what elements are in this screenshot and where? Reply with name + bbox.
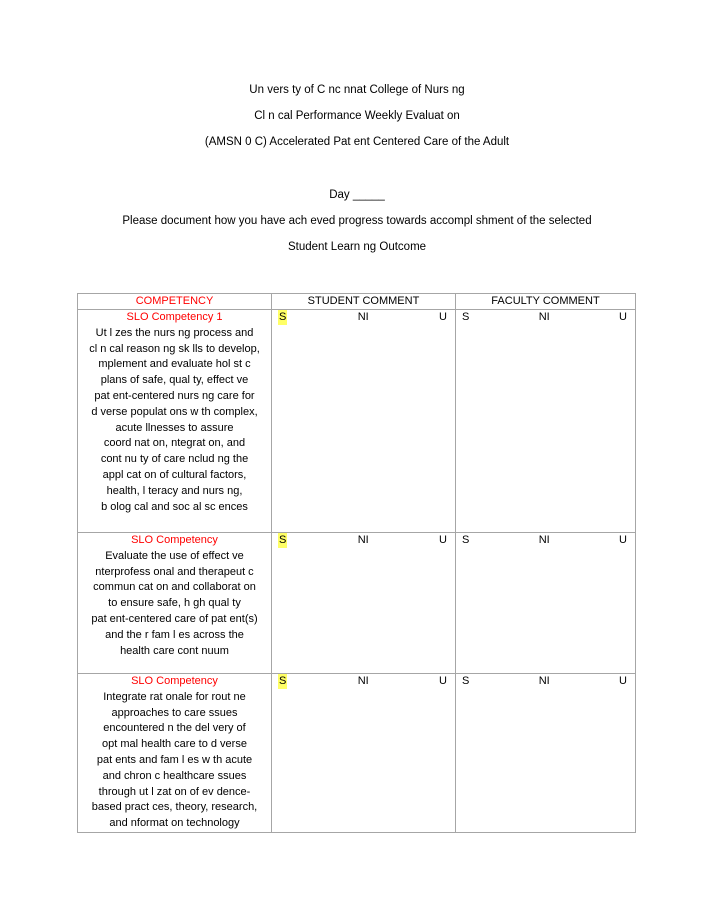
competency-line: and the r fam l es across the [105,628,244,641]
rating-s[interactable]: S [279,675,287,687]
competency-line: d verse populat ons w th complex, [91,405,258,418]
student-comment-cell[interactable] [272,674,456,833]
competency-line: opt mal health care to d verse [102,738,247,751]
student-comment-cell[interactable] [272,533,456,674]
rating-options [456,310,635,325]
competency-line: cl n cal reason ng sk lls to develop, [89,342,260,355]
rating-u[interactable]: U [619,311,627,323]
course-title: (AMSN 0 C) Accelerated Pat ent Centered Care of the Adult [204,136,510,148]
faculty-comment-cell[interactable] [456,310,636,533]
competency-line: nterprofess onal and therapeut c [95,565,254,578]
rating-ni[interactable]: NI [357,534,369,546]
rating-ni[interactable]: NI [357,675,369,687]
rating-ni[interactable]: NI [357,311,369,323]
rating-u[interactable]: U [439,534,447,546]
column-header-faculty-comment: FACULTY COMMENT [456,294,636,310]
faculty-comment-cell[interactable] [456,674,636,833]
competency-line: cont nu ty of care nclud ng the [100,453,249,466]
rating-s[interactable]: S [279,534,287,546]
rating-options [272,310,455,325]
competency-line: and nformat on technology [109,817,240,830]
competency-line: b olog cal and soc al sc ences [101,500,248,513]
competency-line: appl cat on of cultural factors, [102,468,247,481]
competency-line: Ut l zes the nurs ng process and [95,326,254,339]
table-row [78,674,636,833]
competency-line: pat ent-centered care of pat ent(s) [91,612,258,625]
competency-cell [78,674,272,833]
university-title: Un vers ty of C nc nnat College of Nurs ng [249,84,465,96]
table-row [78,310,636,533]
instruction-text: Please document how you have ach eved progress towards accompl shment of the selected [122,215,592,227]
competency-line: Evaluate the use of effect ve [105,549,244,562]
rating-options [272,533,455,548]
rating-u[interactable]: U [439,675,447,687]
day-field: Day _____ [329,189,385,201]
competency-line: to ensure safe, h gh qual ty [108,597,241,610]
form-title: Cl n cal Performance Weekly Evaluat on [254,110,460,122]
rating-ni[interactable]: NI [538,534,550,546]
rating-options [272,674,455,689]
faculty-comment-cell[interactable] [456,533,636,674]
rating-s[interactable]: S [462,534,470,546]
student-comment-cell[interactable] [272,310,456,533]
rating-u[interactable]: U [619,675,627,687]
competency-line: pat ent-centered nurs ng care for [94,389,255,402]
outcome-label: Student Learn ng Outcome [287,241,427,253]
competency-cell [78,533,272,674]
rating-options [456,533,635,548]
competency-line: health, l teracy and nurs ng, [106,484,243,497]
competency-title: SLO Competency [131,675,218,687]
rating-ni[interactable]: NI [538,311,550,323]
table-row [78,533,636,674]
competency-line: coord nat on, ntegrat on, and [103,437,246,450]
evaluation-table [77,293,636,833]
rating-s[interactable]: S [462,675,470,687]
column-header-student-comment: STUDENT COMMENT [272,294,456,310]
competency-line: based pract ces, theory, research, [91,801,258,814]
competency-cell [78,310,272,533]
competency-line: pat ents and fam l es w th acute [96,753,253,766]
column-header-competency: COMPETENCY [78,294,272,310]
rating-ni[interactable]: NI [538,675,550,687]
rating-s[interactable]: S [462,311,470,323]
rating-s[interactable]: S [279,311,287,323]
competency-line: through ut l zat on of ev dence- [98,785,251,798]
competency-title: SLO Competency [131,534,218,546]
competency-line: Integrate rat onale for rout ne [103,690,246,703]
competency-line: acute llnesses to assure [115,421,234,434]
rating-options [456,674,635,689]
competency-line: mplement and evaluate hol st c [98,358,251,371]
competency-title: SLO Competency 1 [126,311,223,323]
competency-line: health care cont nuum [120,644,229,657]
competency-line: and chron c healthcare ssues [102,769,247,782]
competency-line: encountered n the del very of [103,722,246,735]
competency-line: plans of safe, qual ty, effect ve [100,374,249,387]
rating-u[interactable]: U [439,311,447,323]
competency-line: commun cat on and collaborat on [93,581,256,594]
competency-line: approaches to care ssues [111,706,238,719]
rating-u[interactable]: U [619,534,627,546]
